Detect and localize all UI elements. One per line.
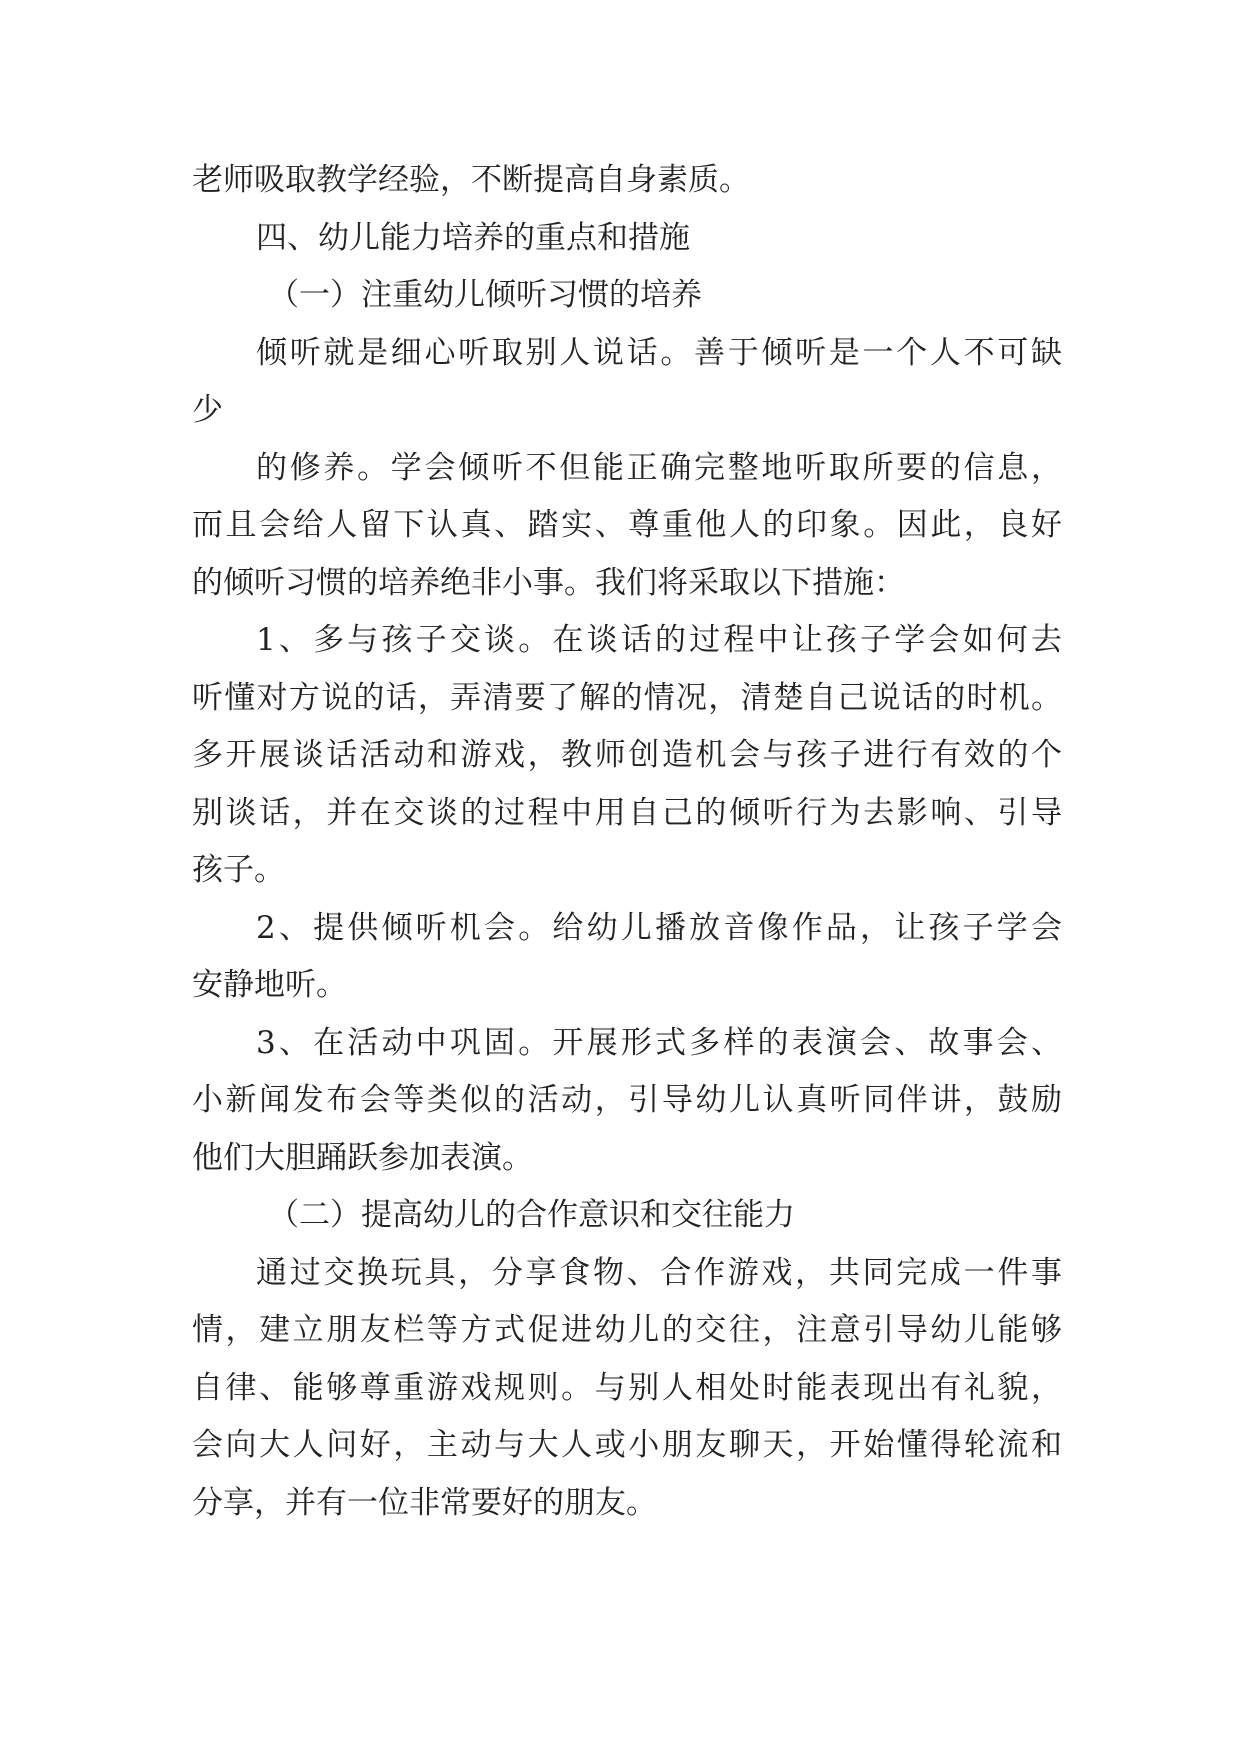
- paragraph-line: 的修养。学会倾听不但能正确完整地听取所要的信息，: [256, 449, 1062, 486]
- paragraph-line: 通过交换玩具，分享食物、合作游戏，共同完成一件事: [256, 1254, 1062, 1291]
- paragraph-line: 老师吸取教学经验，不断提高自身素质。: [192, 162, 750, 198]
- list-item-line: 听懂对方说的话，弄清要了解的情况，清楚自己说话的时机。: [192, 679, 1062, 716]
- list-item-line: 孩子。: [192, 852, 285, 888]
- list-item-line: 别谈话，并在交谈的过程中用自己的倾听行为去影响、引导: [192, 794, 1062, 831]
- list-item-line: 3、在活动中巩固。开展形式多样的表演会、故事会、: [256, 1024, 1062, 1061]
- list-item-line: 安静地听。: [192, 967, 347, 1003]
- paragraph-line: 的倾听习惯的培养绝非小事。我们将采取以下措施：: [192, 564, 905, 601]
- paragraph-line: 少: [192, 392, 223, 428]
- paragraph-line: 情，建立朋友栏等方式促进幼儿的交往，注意引导幼儿能够: [192, 1312, 1062, 1348]
- paragraph-line: 而且会给人留下认真、踏实、尊重他人的印象。因此，良好: [192, 507, 1062, 543]
- list-item-line: 小新闻发布会等类似的活动，引导幼儿认真听同伴讲，鼓励: [192, 1082, 1062, 1118]
- subsection-heading: （一）注重幼儿倾听习惯的培养: [268, 277, 702, 313]
- subsection-heading: （二）提高幼儿的合作意识和交往能力: [268, 1197, 795, 1233]
- paragraph-line: 倾听就是细心听取别人说话。善于倾听是一个人不可缺: [256, 334, 1062, 371]
- paragraph-line: 自律、能够尊重游戏规则。与别人相处时能表现出有礼貌，: [192, 1369, 1062, 1406]
- paragraph-line: 会向大人问好，主动与大人或小朋友聊天，开始懂得轮流和: [192, 1427, 1062, 1463]
- section-heading: 四、幼儿能力培养的重点和措施: [256, 219, 690, 256]
- document-body: [192, 152, 1062, 1532]
- paragraph-line: 分享，并有一位非常要好的朋友。: [192, 1484, 657, 1521]
- list-item-line: 2、提供倾听机会。给幼儿播放音像作品，让孩子学会: [256, 909, 1062, 946]
- list-item-line: 多开展谈话活动和游戏，教师创造机会与孩子进行有效的个: [192, 737, 1062, 773]
- list-item-line: 1、多与孩子交谈。在谈话的过程中让孩子学会如何去: [256, 622, 1062, 658]
- list-item-line: 他们大胆踊跃参加表演。: [192, 1139, 533, 1176]
